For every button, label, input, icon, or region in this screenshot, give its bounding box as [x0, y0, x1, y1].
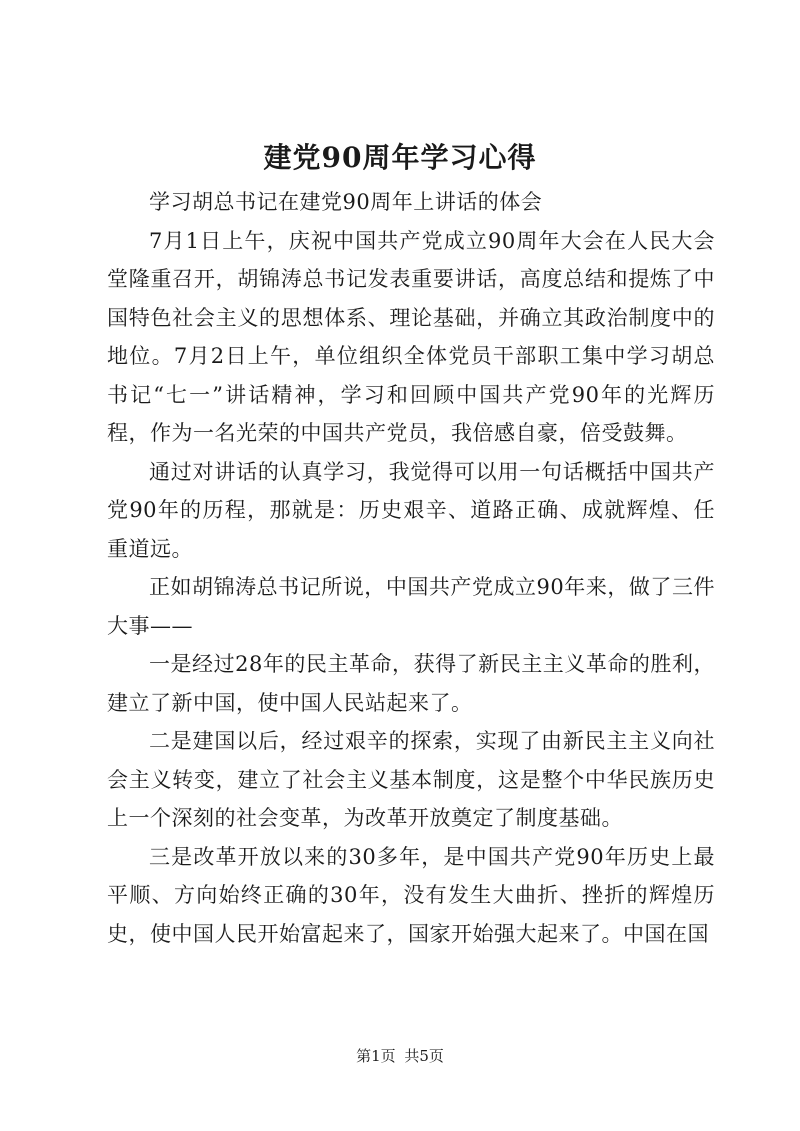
document-body	[107, 183, 715, 953]
subtitle-paragraph: 学习胡总书记在建党90周年上讲话的体会	[149, 190, 543, 214]
paragraph: 三是改革开放以来的30多年，是中国共产党90年历史上最平顺、方向始终正确的30年，没有发生大曲折、挫折的辉煌历史，使中国人民开始富起来了，国家开始强大起来了。中国在国	[107, 844, 715, 946]
paragraph: 7月1日上午，庆祝中国共产党成立90周年大会在人民大会堂隆重召开，胡锦涛总书记发表重要讲话，高度总结和提炼了中国特色社会主义的思想体系、理论基础，并确立其政治制度中的地位。7月2日上午，单位组织全体党员干部职工集中学习胡总书记“七一”讲话精神，学习和回顾中国共产党90年的光辉历程，作为一名光荣的中国共产党员，我倍感自豪，倍受鼓舞。	[107, 228, 715, 445]
page-title: 建党90周年学习心得	[263, 141, 537, 174]
page-total: 共5页	[404, 1047, 444, 1065]
paragraph: 二是建国以后，经过艰辛的探索，实现了由新民主主义向社会主义转变，建立了社会主义基本制度，这是整个中华民族历史上一个深刻的社会变革，为改革开放奠定了制度基础。	[107, 729, 715, 830]
paragraph: 一是经过28年的民主革命，获得了新民主主义革命的胜利，建立了新中国，使中国人民站起来了。	[107, 652, 715, 715]
paragraph: 通过对讲话的认真学习，我觉得可以用一句话概括中国共产党90年的历程，那就是：历史艰辛、道路正确、成就辉煌、任重道远。	[107, 459, 715, 561]
page-footer	[0, 1046, 800, 1066]
page-number: 第1页	[356, 1047, 396, 1065]
paragraph: 正如胡锦涛总书记所说，中国共产党成立90年来，做了三件大事——	[107, 575, 715, 638]
